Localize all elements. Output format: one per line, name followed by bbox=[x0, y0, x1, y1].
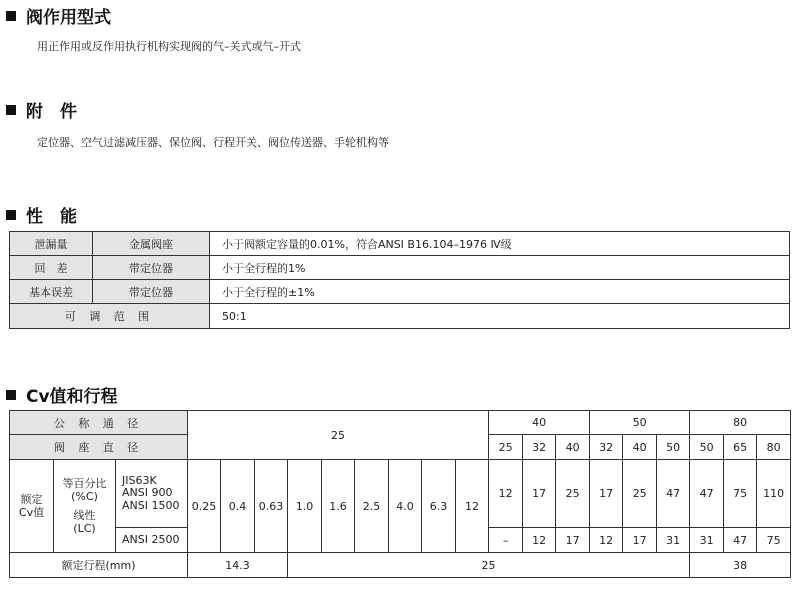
cv-value: 1.6 bbox=[322, 460, 355, 553]
cv-value: 0.25 bbox=[188, 460, 221, 553]
cv-value: 17 bbox=[623, 528, 657, 553]
cv-value: 110 bbox=[757, 460, 791, 528]
cv-value: 31 bbox=[657, 528, 690, 553]
section-title: Cv值和行程 bbox=[26, 387, 118, 407]
seat-size-label: 阀 座 直 径 bbox=[10, 435, 188, 460]
linear-label: 线性 (LC) bbox=[73, 509, 96, 536]
rated-cv-label: 额定 Cv值 bbox=[10, 460, 54, 553]
perf-cell-condition: 带定位器 bbox=[93, 256, 210, 280]
cv-value: 6.3 bbox=[422, 460, 456, 553]
square-bullet-icon bbox=[6, 210, 16, 220]
cv-value: 17 bbox=[590, 460, 623, 528]
range-value: 50:1 bbox=[210, 304, 790, 329]
cv-value: 75 bbox=[757, 528, 791, 553]
table-row bbox=[10, 280, 790, 304]
stroke-value: 14.3 bbox=[188, 553, 288, 578]
section-title: 性 能 bbox=[26, 207, 77, 227]
seat-size: 80 bbox=[757, 435, 791, 460]
cv-value: 17 bbox=[523, 460, 556, 528]
cv-value: 12 bbox=[590, 528, 623, 553]
cv-value: 25 bbox=[556, 460, 590, 528]
nominal-size-25: 25 bbox=[188, 411, 489, 460]
cv-value: 47 bbox=[690, 460, 724, 528]
seat-size: 32 bbox=[523, 435, 556, 460]
standard-label-2: ANSI 2500 bbox=[116, 528, 188, 553]
section-heading-action bbox=[6, 3, 111, 28]
stroke-value: 25 bbox=[288, 553, 690, 578]
perf-cell-value: 小于全行程的±1% bbox=[210, 280, 790, 304]
square-bullet-icon bbox=[6, 11, 16, 21]
nominal-size-40: 40 bbox=[489, 411, 590, 435]
table-row bbox=[10, 232, 790, 256]
nominal-size-80: 80 bbox=[690, 411, 791, 435]
cv-value: 25 bbox=[623, 460, 657, 528]
seat-size: 32 bbox=[590, 435, 623, 460]
cv-value: 47 bbox=[724, 528, 757, 553]
cv-value: – bbox=[489, 528, 523, 553]
table-row bbox=[10, 411, 791, 435]
table-row bbox=[10, 256, 790, 280]
perf-cell-condition: 金属阀座 bbox=[93, 232, 210, 256]
performance-table bbox=[9, 231, 790, 329]
cv-value: 31 bbox=[690, 528, 724, 553]
section-title: 阀作用型式 bbox=[26, 8, 111, 28]
cv-value: 0.4 bbox=[221, 460, 255, 553]
stroke-value: 38 bbox=[690, 553, 791, 578]
perf-cell-label: 回 差 bbox=[10, 256, 93, 280]
cv-value: 12 bbox=[523, 528, 556, 553]
nominal-size-label: 公 称 通 径 bbox=[10, 411, 188, 435]
square-bullet-icon bbox=[6, 105, 16, 115]
section-heading-cv bbox=[6, 382, 118, 407]
cv-value: 17 bbox=[556, 528, 590, 553]
cv-value: 12 bbox=[489, 460, 523, 528]
seat-size: 40 bbox=[556, 435, 590, 460]
perf-cell-value: 小于全行程的1% bbox=[210, 256, 790, 280]
seat-size: 65 bbox=[724, 435, 757, 460]
table-row bbox=[10, 304, 790, 329]
perf-cell-label: 泄漏量 bbox=[10, 232, 93, 256]
equal-percent-label: 等百分比 (%C) bbox=[62, 476, 107, 503]
accessories-description: 定位器、空气过滤减压器、保位阀、行程开关、阀位传送器、手轮机构等 bbox=[37, 136, 389, 149]
seat-size: 50 bbox=[657, 435, 690, 460]
action-description: 用正作用或反作用执行机构实现阀的气–关式或气–开式 bbox=[37, 40, 301, 53]
section-heading-performance bbox=[6, 202, 77, 227]
perf-cell-value: 小于阀额定容量的0.01%，符合ANSI B16.104–1976 Ⅳ级 bbox=[210, 232, 790, 256]
cv-table bbox=[9, 410, 791, 578]
standard-label-1: JIS63K ANSI 900 ANSI 1500 bbox=[116, 460, 188, 528]
cv-value: 47 bbox=[657, 460, 690, 528]
range-label: 可 调 范 围 bbox=[10, 304, 210, 329]
cv-value: 75 bbox=[724, 460, 757, 528]
seat-size: 50 bbox=[690, 435, 724, 460]
section-title: 附 件 bbox=[26, 102, 77, 122]
section-heading-accessories bbox=[6, 97, 77, 122]
table-row bbox=[10, 553, 791, 578]
nominal-size-50: 50 bbox=[590, 411, 690, 435]
seat-size: 25 bbox=[489, 435, 523, 460]
square-bullet-icon bbox=[6, 390, 16, 400]
characteristic-label bbox=[54, 460, 116, 553]
perf-cell-label: 基本误差 bbox=[10, 280, 93, 304]
cv-value: 2.5 bbox=[355, 460, 389, 553]
cv-value: 4.0 bbox=[389, 460, 422, 553]
seat-size: 40 bbox=[623, 435, 657, 460]
table-row bbox=[10, 460, 791, 528]
cv-value: 0.63 bbox=[255, 460, 288, 553]
cv-value: 1.0 bbox=[288, 460, 322, 553]
cv-value: 12 bbox=[456, 460, 489, 553]
stroke-label: 额定行程(mm) bbox=[10, 553, 188, 578]
perf-cell-condition: 带定位器 bbox=[93, 280, 210, 304]
